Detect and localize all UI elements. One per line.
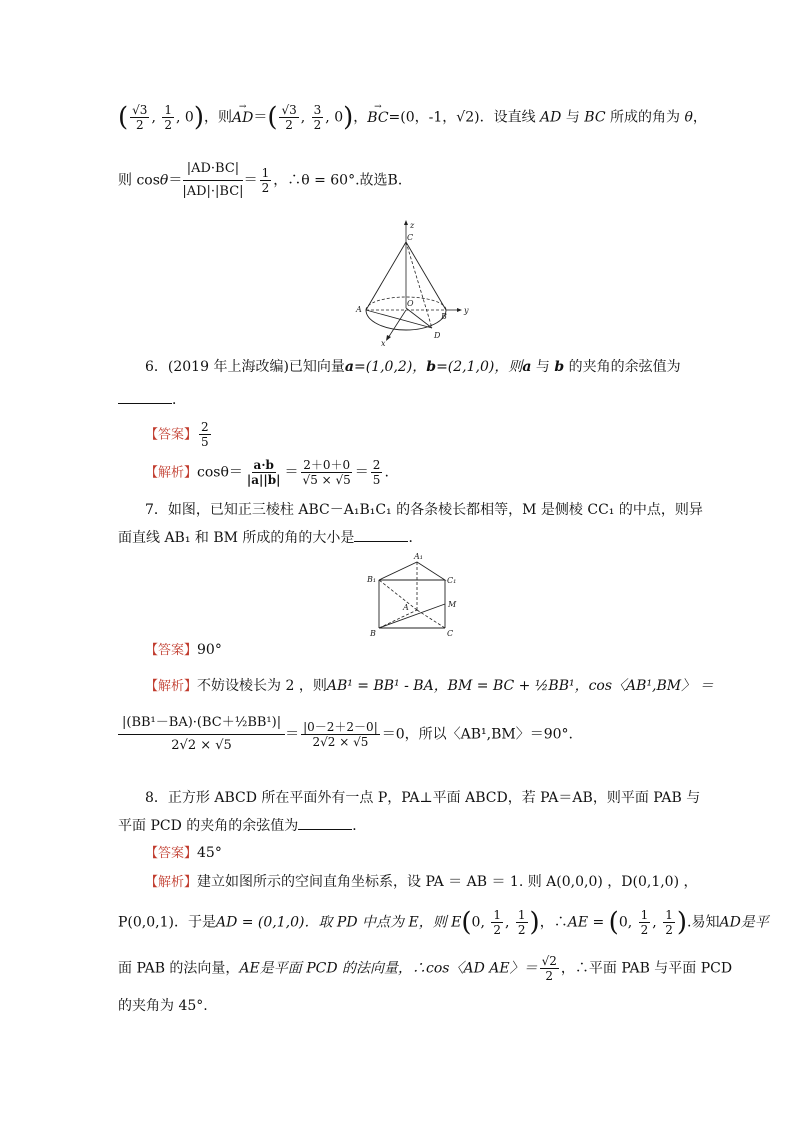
q8-line2: 平面 PCD 的夹角的余弦值为 ． xyxy=(118,818,367,834)
q6-line2: ． xyxy=(118,390,186,410)
x-axis xyxy=(388,310,406,338)
q6-line1: 6．(2019 年上海改编)已知向量a=(1,0,2)，b=(2,1,0)，则a 与 b 的夹角的余弦值为 xyxy=(145,359,681,375)
label-c: C xyxy=(447,629,454,638)
x-arrow-icon xyxy=(386,335,391,341)
cone-edge-left xyxy=(366,242,406,310)
q6-answer: 【答案】 $\frac{2}{5}$ xyxy=(145,420,209,449)
q7-answer: 【答案】90° xyxy=(145,642,222,658)
od-line xyxy=(406,308,432,328)
label-b1: B₁ xyxy=(367,575,377,584)
label-a: A xyxy=(356,305,362,314)
q8-solution-line4: 的夹角为 45°. xyxy=(118,998,208,1014)
p1-line1: ( $\frac{√3}{2}$ , $\frac{1}{2}$ , 0)，则→ AD＝( $\frac{√3}{2}$ , $\frac{3}{2}$ , 0)，→ BC=(0，-1，√2)．设直线 AD 与 BC 所成的角为 θ， xyxy=(118,103,707,132)
q6-solution: 【解析】cosθ＝ $\frac{a\cdot b}{|a||b|}$ ＝ $\frac{2+0+0}{√5 \times √5}$ ＝ $\frac{2}{5}$ . xyxy=(145,458,389,487)
q8-solution-line1: 【解析】建立如图所示的空间直角坐标系，设 PA ＝ AB ＝ 1. 则 A(0,0,0) ，D(0,1,0) ， xyxy=(145,874,698,890)
label-b: B xyxy=(441,312,447,321)
q7-line1: 7．如图，已知正三棱柱 ABC－A₁B₁C₁ 的各条棱长都相等，M 是侧棱 CC₁ 的中点，则异 xyxy=(145,502,703,518)
label-z: z xyxy=(410,221,415,230)
label-a: A xyxy=(403,603,409,612)
cone-figure xyxy=(350,220,475,350)
z-arrow-icon xyxy=(404,220,408,225)
label-o: O xyxy=(407,299,414,308)
label-y: y xyxy=(464,306,469,315)
label-d: D xyxy=(434,331,441,340)
label-m: M xyxy=(448,600,457,609)
answer-blank xyxy=(354,529,408,542)
answer-blank xyxy=(118,391,172,404)
q7-solution-line2: $\frac{\text{|(BB¹－BA)·(BC＋½BB¹)|}}{2√2 \times √5}$ ＝ $\frac{|0-2+2-0|}{2√2 \times √5}$ ＝0，所以〈AB¹,BM〉＝90°. xyxy=(118,712,573,757)
cd-line xyxy=(406,242,432,328)
top-face xyxy=(379,562,445,580)
y-arrow-icon xyxy=(457,308,462,312)
q8-line1: 8．正方形 ABCD 所在平面外有一点 P，PA⊥平面 ABCD，若 PA＝AB，则平面 PAB 与 xyxy=(145,790,701,806)
edge-ab xyxy=(379,610,417,628)
q7-solution-line1: 【解析】不妨设棱长为 2 ，则AB¹ = BB¹ - BA，BM = BC + ½BB¹，cos〈AB¹,BM〉 ＝ xyxy=(145,678,714,694)
prism-figure xyxy=(365,550,465,640)
answer-blank xyxy=(298,817,352,830)
label-a1: A₁ xyxy=(414,552,423,561)
q7-line2: 面直线 AB₁ 和 BM 所成的角的大小是 ． xyxy=(118,530,423,546)
line-ab1 xyxy=(379,580,417,610)
q8-solution-line2: P(0,0,1)．于是AD = (0,1,0)．取 PD 中点为 E，则 E(0, $\frac{1}{2}$ , $\frac{1}{2}$ )，∴AE = (0, $\frac{1}{2}$ , $\frac{1}{2}$ ).易知AD是平 xyxy=(118,907,769,938)
label-x: x xyxy=(381,339,386,348)
ad-line xyxy=(366,310,432,328)
q8-answer: 【答案】45° xyxy=(145,845,222,861)
label-c: C xyxy=(407,233,414,242)
label-c1: C₁ xyxy=(447,576,457,585)
q8-solution-line3: 面 PAB 的法向量，AE是平面 PCD 的法向量，∴cos〈AD AE〉＝ $\frac{√2}{2}$ ，∴平面 PAB 与平面 PCD xyxy=(118,954,733,983)
p1-line2: 则 cosθ＝ $\frac{|AD\cdot BC|}{|AD|\cdot|BC|}$ ＝ $\frac{1}{2}$ ，∴θ = 60°.故选B． xyxy=(118,158,412,203)
label-b: B xyxy=(370,629,376,638)
line-bm xyxy=(379,604,445,628)
